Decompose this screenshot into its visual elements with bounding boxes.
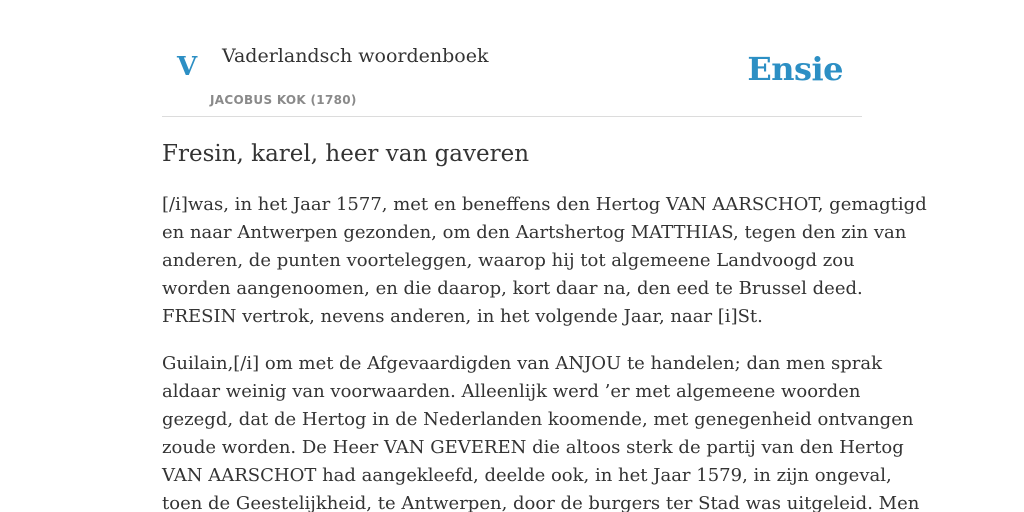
book-title-link[interactable]: Vaderlandsch woordenboek	[222, 45, 489, 67]
paragraph-line: toen de Geestelijkheid, te Antwerpen, door de burgers ter Stad was uitgeleid. Men	[162, 493, 920, 512]
book-header	[162, 0, 862, 117]
paragraph-line: gezegd, dat de Hertog in de Nederlanden koomende, met genegenheid ontvangen	[162, 409, 914, 430]
paragraph-line: [/i]was, in het Jaar 1577, met en beneffens den Hertog VAN AARSCHOT, gemagtigd	[162, 194, 927, 215]
book-letter-link[interactable]: V	[177, 52, 198, 82]
paragraph-line: VAN AARSCHOT had aangekleefd, deelde ook, in het Jaar 1579, in zijn ongeval,	[162, 465, 892, 486]
entry-paragraph	[162, 350, 920, 512]
paragraph-line: Guilain,[/i] om met de Afgevaardigden van ANJOU te handelen; dan men sprak	[162, 353, 883, 374]
paragraph-line: en naar Antwerpen gezonden, om den Aartshertog MATTHIAS, tegen den zin van	[162, 222, 907, 243]
entry-body	[162, 191, 927, 512]
ensie-logo[interactable]: Ensie	[747, 50, 843, 88]
paragraph-line: zoude worden. De Heer VAN GEVEREN die altoos sterk de partij van den Hertog	[162, 437, 904, 458]
paragraph-line: worden aangenoomen, en die daarop, kort daar na, den eed te Brussel deed.	[162, 278, 863, 299]
paragraph-line: FRESIN vertrok, nevens anderen, in het volgende Jaar, naar [i]St.	[162, 306, 763, 327]
entry-paragraph	[162, 191, 927, 331]
book-author: JACOBUS KOK (1780)	[210, 93, 357, 107]
entry-title: Fresin, karel, heer van gaveren	[162, 141, 530, 167]
entry-article	[162, 138, 927, 512]
paragraph-line: aldaar weinig van voorwaarden. Alleenlijk werd ’er met algemeene woorden	[162, 381, 861, 402]
paragraph-line: anderen, de punten voorteleggen, waarop hij tot algemeene Landvoogd zou	[162, 250, 855, 271]
